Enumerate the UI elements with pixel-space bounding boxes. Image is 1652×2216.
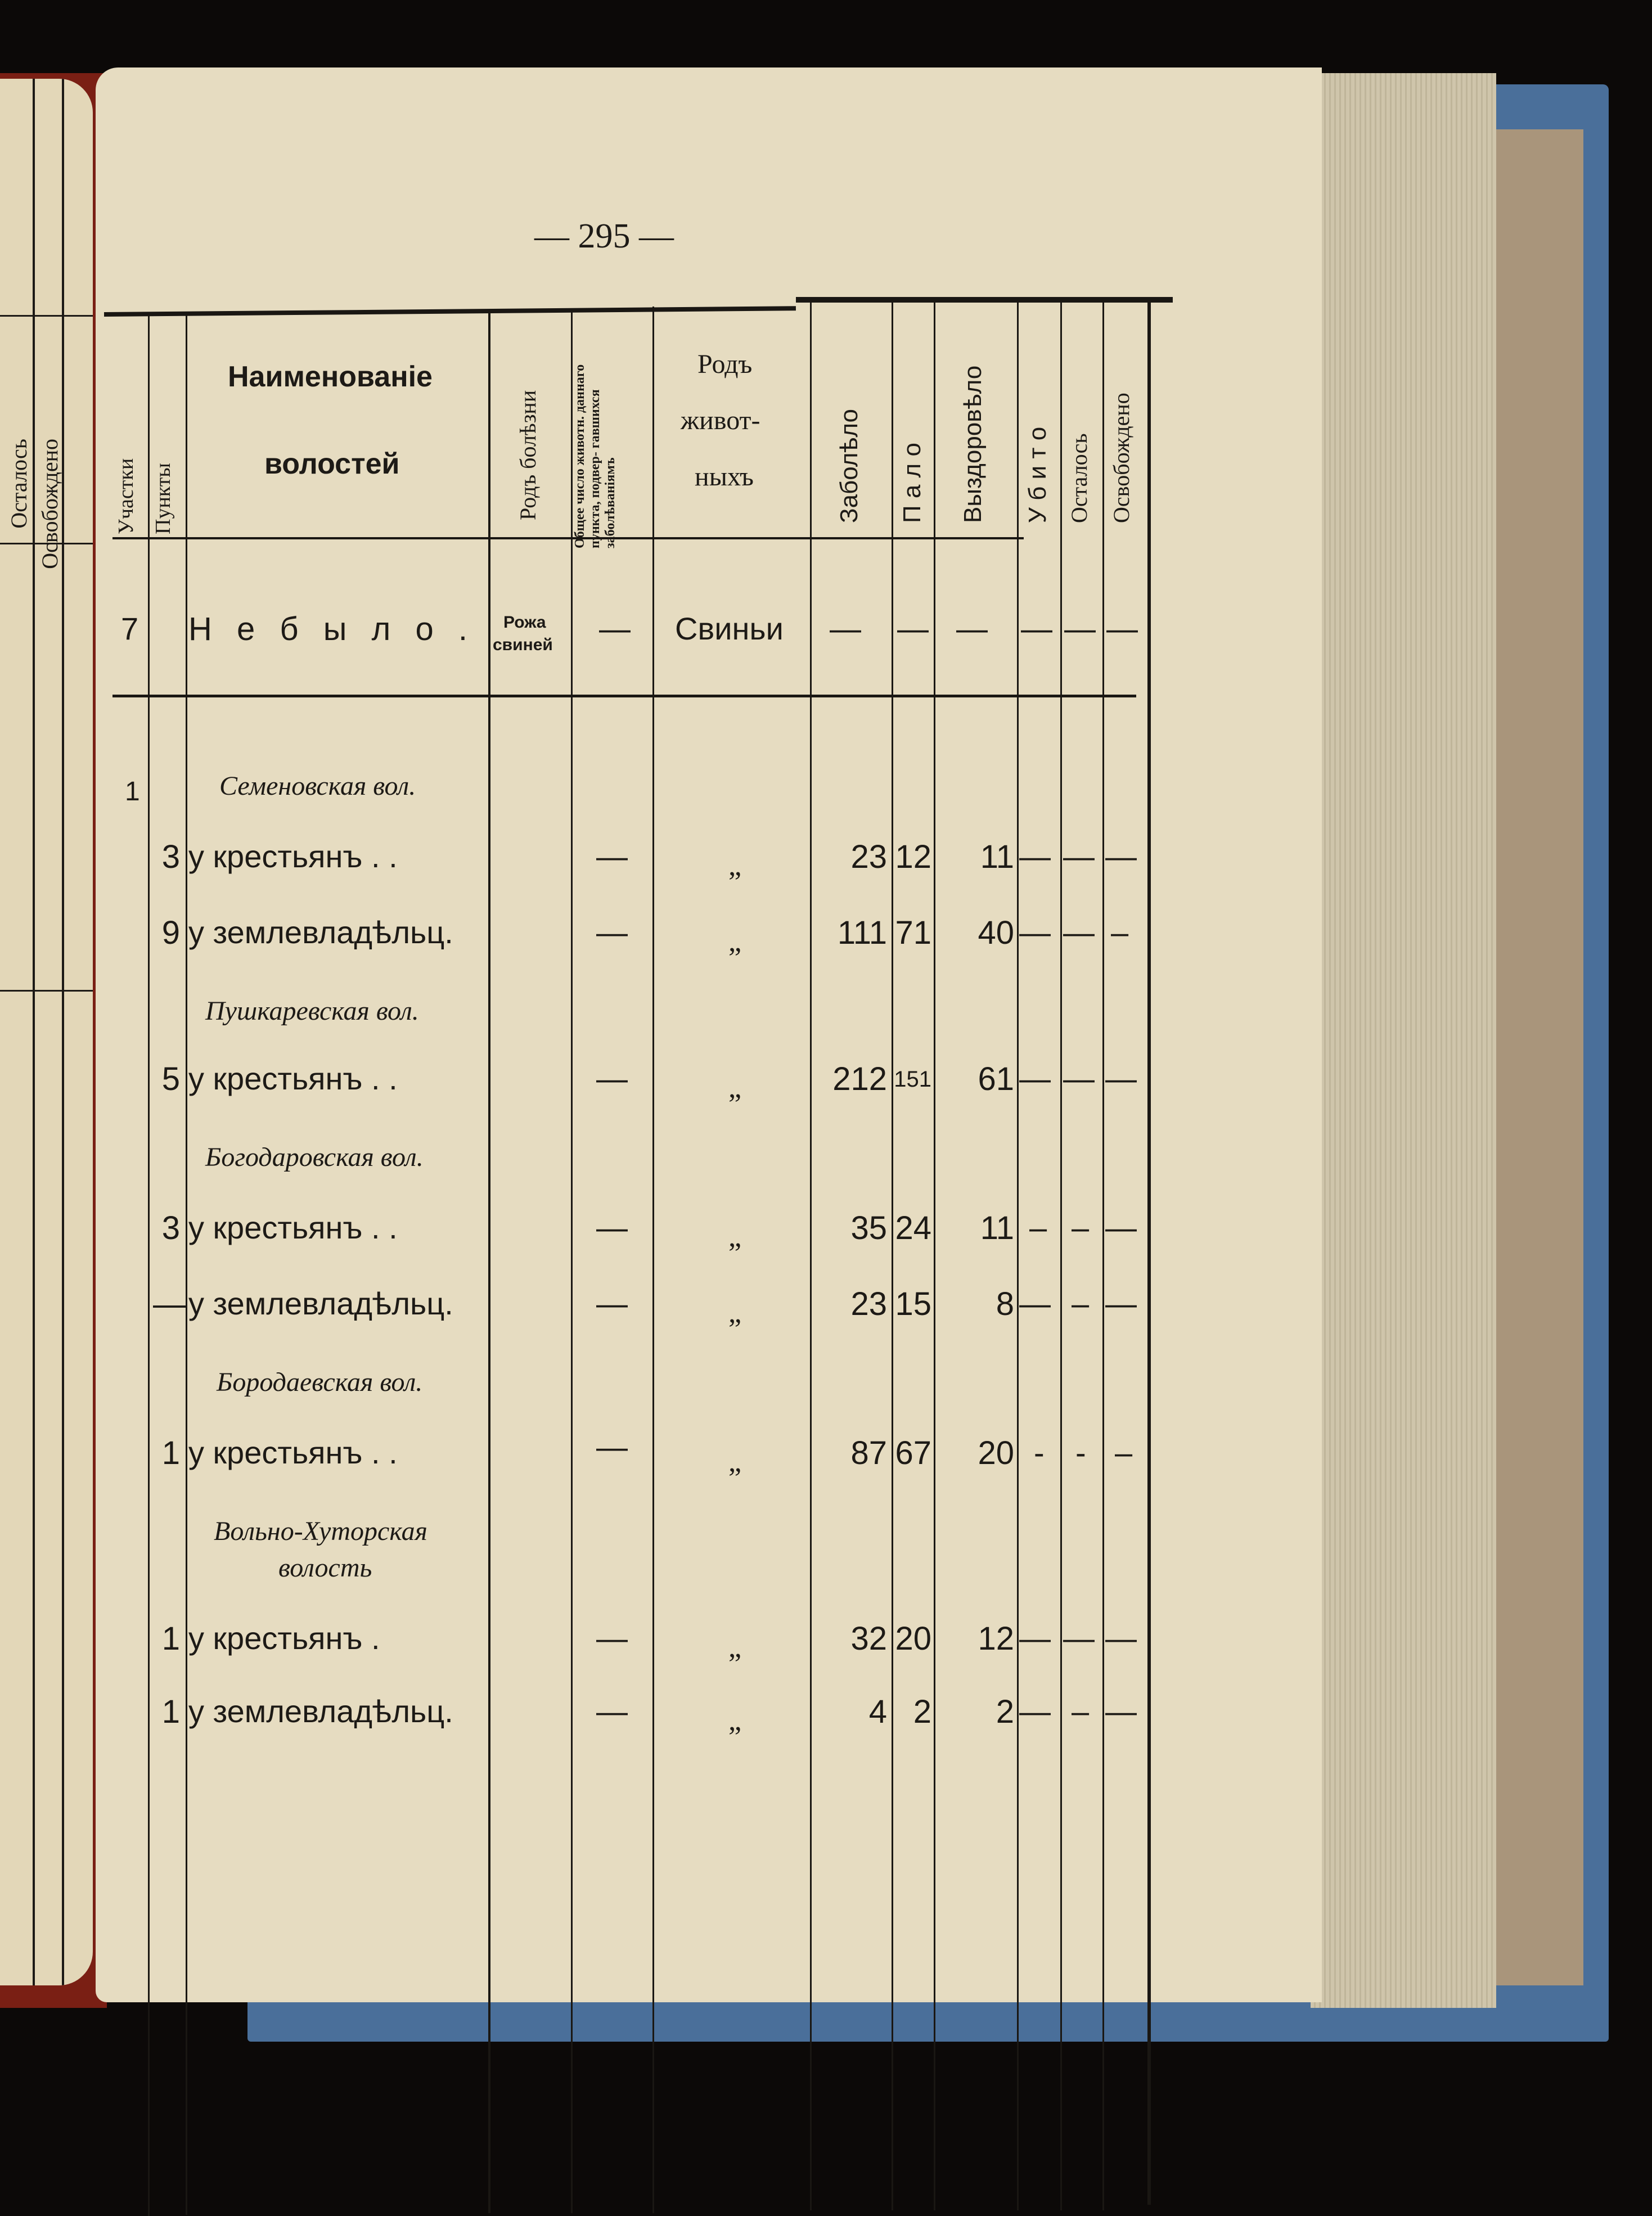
header-rod-1: Родъ <box>697 349 753 379</box>
row-total: — <box>596 1693 628 1729</box>
row-total: — <box>596 1620 628 1656</box>
row-vyzdorovelo: 8 <box>996 1286 1014 1322</box>
row-ostalos: – <box>1072 1210 1090 1245</box>
left-header-osvobozhdeno: Освобождено <box>37 439 62 569</box>
vrule-7 <box>892 301 893 2210</box>
row-vyzdorovelo: 11 <box>980 839 1014 875</box>
top-rule-right <box>796 297 1173 303</box>
row-ostalos: – <box>1072 1693 1090 1729</box>
row-total: — <box>596 1429 628 1465</box>
row-zabolelo: 35 <box>850 1210 887 1246</box>
row-punkt: 1 <box>161 1435 180 1471</box>
row-name: у крестьянъ . <box>188 1620 380 1656</box>
row-zabolelo: 23 <box>850 839 887 875</box>
vrule-2 <box>186 314 187 2215</box>
row-zabolelo: 87 <box>850 1435 887 1471</box>
header-rule <box>112 537 1024 539</box>
row-ostalos: - <box>1075 1435 1086 1470</box>
header-palo: П а л о <box>898 443 926 523</box>
row-animals: „ <box>728 1072 742 1104</box>
header-rod-3: ныхъ <box>695 462 754 492</box>
first-row-vyzdorovelo: — <box>956 611 988 646</box>
first-row-rule <box>112 695 1136 697</box>
row-punkt: 3 <box>161 839 180 875</box>
row-animals: „ <box>728 926 742 958</box>
header-uchastki: Участки <box>114 458 138 534</box>
row-name: у крестьянъ . . <box>188 839 398 874</box>
row-ostalos: — <box>1063 1620 1095 1656</box>
row-name: у крестьянъ . . <box>188 1210 398 1245</box>
row-animals: „ <box>728 1705 742 1737</box>
left-page <box>0 79 93 1985</box>
header-osvobozhdeno: Освобождено <box>1109 393 1134 523</box>
section-title-continued: волость <box>278 1553 372 1583</box>
row-punkt: 1 <box>161 1693 180 1730</box>
row-vyzdorovelo: 11 <box>980 1210 1014 1246</box>
header-volostey: волостей <box>264 448 400 480</box>
row-total: — <box>596 1286 628 1321</box>
first-row-uchastok: 7 <box>121 611 139 646</box>
row-vyzdorovelo: 40 <box>978 915 1014 951</box>
row-osvobozhdeno: — <box>1105 1286 1137 1321</box>
section-title: Бородаевская вол. <box>217 1367 423 1397</box>
row-palo: 20 <box>895 1620 931 1657</box>
header-vyzdorovelo: Выздоровѣло <box>959 365 987 523</box>
row-ostalos: — <box>1063 915 1095 950</box>
section-title: Пушкаревская вол. <box>205 996 419 1026</box>
page-edges <box>1311 73 1496 2008</box>
first-row-palo: — <box>897 611 929 646</box>
header-ubito: У б и т о <box>1024 426 1051 523</box>
row-ostalos: — <box>1063 1061 1095 1096</box>
header-ostalos: Осталось <box>1066 433 1092 523</box>
row-ostalos: – <box>1072 1286 1090 1321</box>
row-palo: 2 <box>913 1693 931 1730</box>
section-title: Семеновская вол. <box>219 771 416 801</box>
header-zabolelo: Заболѣло <box>835 408 863 523</box>
row-zabolelo: 23 <box>850 1286 887 1322</box>
vrule-4 <box>571 309 573 2213</box>
vrule-9 <box>1017 301 1019 2210</box>
page-number: — 295 — <box>534 217 674 255</box>
row-total: — <box>596 1210 628 1245</box>
row-ostalos: — <box>1063 839 1095 874</box>
row-osvobozhdeno: — <box>1105 1620 1137 1656</box>
first-row-osvobozhdeno: — <box>1106 611 1138 646</box>
row-punkt: — <box>153 1286 186 1322</box>
row-vyzdorovelo: 20 <box>978 1435 1014 1471</box>
first-row-text: Н е б ы л о . <box>188 611 475 647</box>
row-zabolelo: 4 <box>868 1693 887 1730</box>
row-palo: 71 <box>895 915 931 951</box>
row-punkt: 5 <box>161 1061 180 1097</box>
row-palo: 12 <box>895 839 931 875</box>
header-rod-2: живот- <box>681 406 760 435</box>
vrule-10 <box>1060 301 1062 2210</box>
first-row-total: — <box>599 611 631 646</box>
section-title: Богодаровская вол. <box>205 1142 424 1172</box>
row-name: у землевладѣльц. <box>188 915 453 950</box>
row-osvobozhdeno: — <box>1105 839 1137 874</box>
first-row-disease-2: свиней <box>493 636 553 654</box>
vrule-12 <box>1147 301 1151 2205</box>
row-name: у крестьянъ . . <box>188 1435 398 1470</box>
vrule-1 <box>148 315 150 2216</box>
row-total: — <box>596 1061 628 1096</box>
vrule-5 <box>652 307 654 2213</box>
row-ubito: — <box>1019 1620 1051 1656</box>
row-osvobozhdeno: — <box>1105 1061 1137 1096</box>
row-punkt: 3 <box>161 1210 180 1246</box>
row-animals: „ <box>728 1297 742 1329</box>
row-ubito: – <box>1029 1210 1047 1245</box>
left-header-ostalos: Осталось <box>6 439 31 529</box>
row-ubito: — <box>1019 1693 1051 1729</box>
row-animals: „ <box>728 1632 742 1664</box>
first-row-disease-1: Рожа <box>503 613 546 632</box>
row-zabolelo: 32 <box>850 1620 887 1657</box>
row-name: у землевладѣльц. <box>188 1286 453 1321</box>
section-title: Вольно-Хуторская <box>214 1516 427 1546</box>
row-osvobozhdeno: — <box>1105 1693 1137 1729</box>
header-obshchee-chislo: Общее число животн. даннаго пункта, подвер- гавшихся заболѣваніямъ <box>573 364 618 548</box>
row-punkt: 9 <box>161 915 180 951</box>
row-osvobozhdeno: – <box>1111 915 1129 950</box>
row-total: — <box>596 915 628 950</box>
row-palo: 15 <box>895 1286 931 1322</box>
row-animals: „ <box>728 1446 742 1478</box>
row-name: у крестьянъ . . <box>188 1061 398 1096</box>
row-ubito: — <box>1019 1061 1051 1096</box>
row-animals: „ <box>728 850 742 882</box>
row-ubito: — <box>1019 1286 1051 1321</box>
row-total: — <box>596 839 628 874</box>
row-osvobozhdeno: – <box>1115 1435 1133 1470</box>
row-ubito: — <box>1019 915 1051 950</box>
row-palo: 67 <box>895 1435 931 1471</box>
first-row-ubito: — <box>1021 611 1052 646</box>
row-vyzdorovelo: 61 <box>978 1061 1014 1097</box>
header-naimenovanie: Наименованіе <box>228 361 433 393</box>
vrule-6 <box>810 301 812 2210</box>
header-rod-bolezni: Родъ болѣзни <box>515 390 541 520</box>
header-punkty: Пункты <box>151 463 175 534</box>
row-animals: „ <box>728 1221 742 1253</box>
first-row-zabolelo: — <box>830 611 861 646</box>
row-palo: 151 <box>894 1067 931 1092</box>
row-zabolelo: 111 <box>837 915 887 951</box>
row-osvobozhdeno: — <box>1105 1210 1137 1245</box>
row-name: у землевладѣльц. <box>188 1693 453 1729</box>
row-vyzdorovelo: 12 <box>978 1620 1014 1657</box>
district-number: 1 <box>125 777 140 807</box>
first-row-ostalos: — <box>1064 611 1096 646</box>
vrule-3 <box>488 312 490 2213</box>
first-row-animals: Свиньи <box>675 611 784 646</box>
row-zabolelo: 212 <box>832 1061 887 1097</box>
vrule-11 <box>1102 301 1104 2210</box>
row-vyzdorovelo: 2 <box>996 1693 1014 1730</box>
row-ubito: — <box>1019 839 1051 874</box>
row-punkt: 1 <box>161 1620 180 1657</box>
row-ubito: - <box>1034 1435 1045 1470</box>
vrule-8 <box>934 301 935 2210</box>
row-palo: 24 <box>895 1210 931 1246</box>
